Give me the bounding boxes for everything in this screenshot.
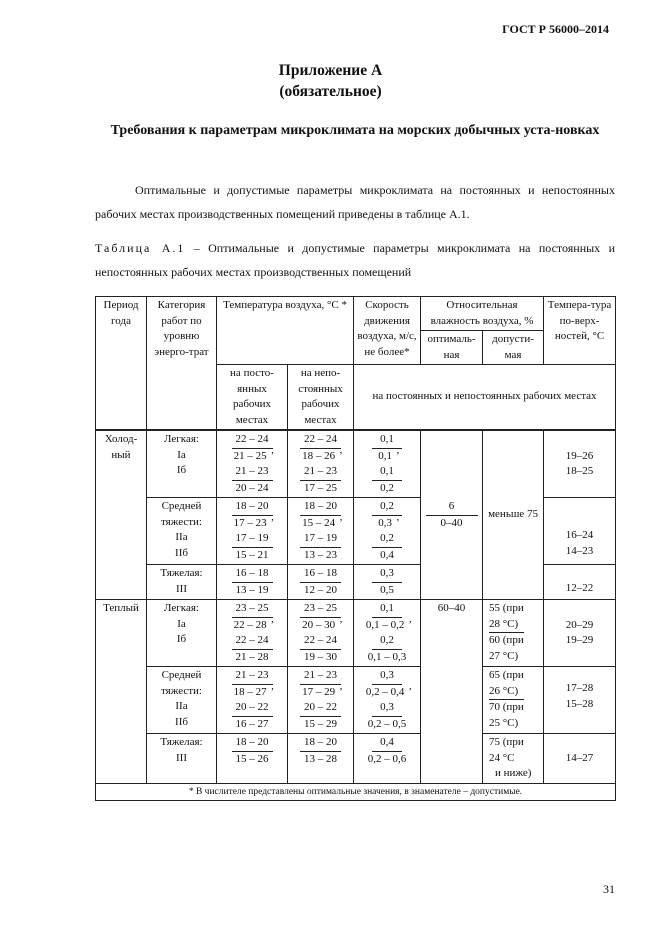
category-cell: Легкая: Iа Iб <box>147 600 217 667</box>
surface-temp-cell: 14–27 <box>544 734 616 784</box>
header-humidity-optimal: оптималь-ная <box>421 331 483 365</box>
microclimate-table <box>95 296 616 801</box>
speed-cell: 0,2 0,3 ’ 0,2 0,4 <box>354 498 421 565</box>
period-warm: Теплый <box>96 600 147 784</box>
humidity-permissible-cell: 65 (при 26 °С) 70 (при 25 °С) <box>483 667 544 734</box>
humidity-optimal-warm: 60–40 <box>421 600 483 784</box>
table-row <box>96 430 616 498</box>
category-cell: Тяжелая: III <box>147 565 217 600</box>
surface-temp-cell: 16–24 14–23 <box>544 498 616 565</box>
header-temp-nonpermanent: на непо-стоянных рабочих местах <box>288 365 354 431</box>
surface-temp-cell: 19–26 18–25 <box>544 430 616 498</box>
temp-permanent-cell: 21 – 23 18 – 27 ’ 20 – 22 16 – 27 <box>217 667 288 734</box>
surface-temp-cell: 12–22 <box>544 565 616 600</box>
header-surface: Темпера-тура по-верх-ностей, °С <box>544 297 616 365</box>
humidity-permissible-cell: 75 (при 24 °С и ниже) <box>483 734 544 784</box>
temp-permanent-cell: 22 – 24 21 – 25 ’ 21 – 23 20 – 24 <box>217 430 288 498</box>
temp-nonpermanent-cell: 22 – 24 18 – 26 ’ 21 – 23 17 – 25 <box>288 430 354 498</box>
header-all-places: на постоянных и непостоянных рабочих местах <box>354 365 616 431</box>
speed-cell: 0,3 0,5 <box>354 565 421 600</box>
header-temp-permanent: на посто-янных рабочих местах <box>217 365 288 431</box>
table-row <box>96 600 616 667</box>
temp-permanent-cell: 18 – 20 15 – 26 <box>217 734 288 784</box>
speed-cell: 0,1 0,1 – 0,2 ’ 0,2 0,1 – 0,3 <box>354 600 421 667</box>
header-category: Категория работ по уровню энерго-трат <box>147 297 217 431</box>
page-number: 31 <box>603 882 615 896</box>
category-cell: Средней тяжести: IIа IIб <box>147 667 217 734</box>
speed-cell: 0,3 0,2 – 0,4 ’ 0,3 0,2 – 0,5 <box>354 667 421 734</box>
speed-cell: 0,1 0,1 ’ 0,1 0,2 <box>354 430 421 498</box>
table-footnote: * В числителе представлены оптимальные значения, в знаменателе – допустимые. <box>96 783 616 800</box>
temp-permanent-cell: 16 – 18 13 – 19 <box>217 565 288 600</box>
humidity-permissible-cell: 55 (при 28 °С) 60 (при 27 °С) <box>483 600 544 667</box>
temp-permanent-cell: 18 – 20 17 – 23 ’ 17 – 19 15 – 21 <box>217 498 288 565</box>
humidity-optimal-cold: 6 0–40 <box>421 430 483 600</box>
header-humidity: Относительная влажность воздуха, % <box>421 297 544 331</box>
header-temperature: Температура воздуха, °С * <box>217 297 354 365</box>
category-cell: Легкая: Iа Iб <box>147 430 217 498</box>
header-period: Период года <box>96 297 147 431</box>
header-row <box>96 297 616 331</box>
speed-cell: 0,4 0,2 – 0,6 <box>354 734 421 784</box>
standard-header: ГОСТ Р 56000–2014 <box>502 22 609 36</box>
category-cell: Средней тяжести: IIа IIб <box>147 498 217 565</box>
table-caption-text: – Оптимальные и допустимые параметры микроклимата на постоянных и непостоянных рабочих местах производственных помещений <box>95 241 615 279</box>
table-row <box>96 667 616 734</box>
temp-nonpermanent-cell: 21 – 23 17 – 29 ’ 20 – 22 15 – 29 <box>288 667 354 734</box>
surface-temp-cell: 17–28 15–28 <box>544 667 616 734</box>
table-caption-label: Таблица А.1 <box>95 241 186 255</box>
surface-temp-cell: 20–29 19–29 <box>544 600 616 667</box>
table-caption <box>95 236 615 284</box>
temp-nonpermanent-cell: 16 – 18 12 – 20 <box>288 565 354 600</box>
temp-nonpermanent-cell: 23 – 25 20 – 30 ’ 22 – 24 19 – 30 <box>288 600 354 667</box>
temp-permanent-cell: 23 – 25 22 – 28 ’ 22 – 24 21 – 28 <box>217 600 288 667</box>
intro-paragraph: Оптимальные и допустимые параметры микроклимата на постоянных и непостоянных рабочих местах производственных помещений приведены в таблице А.1. <box>95 183 615 221</box>
humidity-permissible-cold: меньше 75 <box>483 430 544 600</box>
footnote-row <box>96 783 616 800</box>
section-title: Требования к параметрам микроклимата на морских добычных уста-новках <box>110 123 600 138</box>
period-cold: Холод-ный <box>96 430 147 600</box>
temp-nonpermanent-cell: 18 – 20 13 – 28 <box>288 734 354 784</box>
category-cell: Тяжелая: III <box>147 734 217 784</box>
annex-title: Приложение А <box>278 62 383 79</box>
header-humidity-permissible: допусти-мая <box>483 331 544 365</box>
temp-nonpermanent-cell: 18 – 20 15 – 24 ’ 17 – 19 13 – 23 <box>288 498 354 565</box>
header-speed: Скорость движения воздуха, м/с, не более* <box>354 297 421 365</box>
annex-kind: (обязательное) <box>279 83 382 100</box>
table-row <box>96 734 616 784</box>
